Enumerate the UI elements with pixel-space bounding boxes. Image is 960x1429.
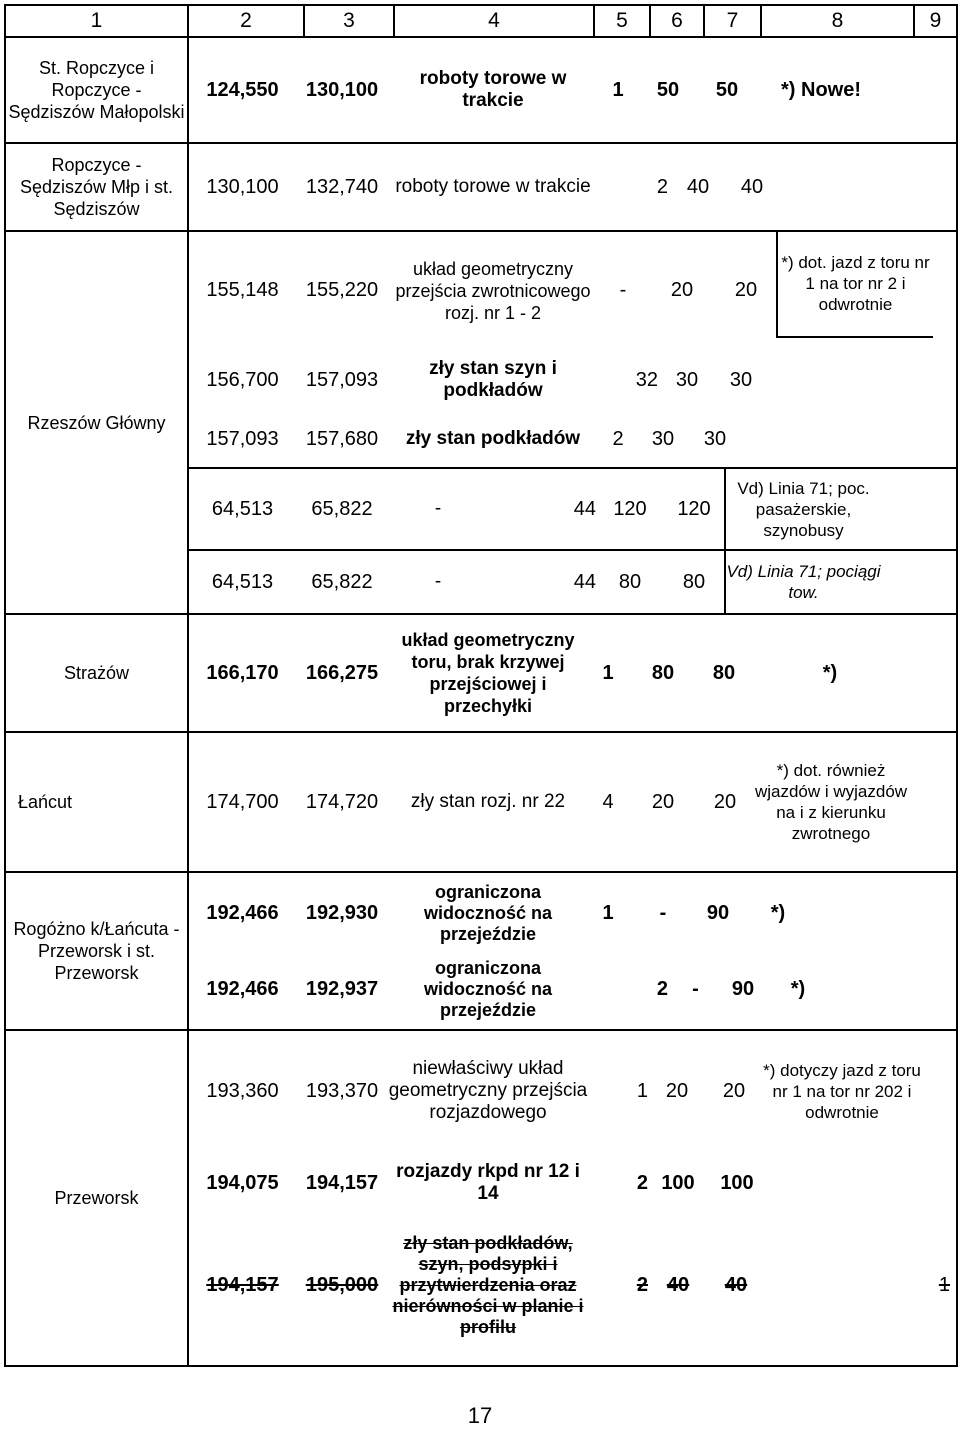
speed-1: 120 (613, 497, 647, 520)
track: 2 (612, 427, 624, 450)
header-cell: 3 (304, 5, 394, 37)
reason: - (434, 571, 442, 592)
reason: zły stan szyn i podkładów (429, 358, 557, 401)
speed-1: 40 (686, 175, 710, 198)
header-cell: 8 (761, 5, 914, 37)
place-cell: Strażów (5, 614, 188, 732)
table-row (5, 872, 957, 1030)
km-to: 192,937 (305, 977, 379, 1000)
km-from: 157,093 (206, 427, 279, 450)
reason: ograniczona widoczność na przejeździe (423, 957, 553, 1020)
km-from: 194,075 (206, 1171, 279, 1194)
place-cell: Przeworsk (5, 1030, 188, 1366)
reason: zły stan podkładów, szyn, podsypki i przytwierdzenia oraz nierówności w planie i profilu (392, 1232, 584, 1337)
reason: roboty torowe w trakcie (395, 176, 591, 197)
track: 2 (636, 1273, 648, 1296)
reason: - (434, 498, 442, 519)
speed-1: 80 (651, 661, 675, 684)
track: 1 (602, 901, 614, 924)
remarks: Vd) Linia 71; pociągi tow. (724, 551, 881, 613)
header-cell: 9 (914, 5, 957, 37)
header-cell: 2 (188, 5, 304, 37)
page-number: 17 (467, 1403, 493, 1428)
km-from: 64,513 (211, 497, 274, 520)
km-to: 192,930 (305, 901, 379, 924)
speed-2: 90 (706, 901, 730, 924)
col9-value: 1 (938, 1273, 950, 1296)
header-cell: 6 (650, 5, 704, 37)
speed-2: 90 (731, 977, 755, 1000)
speed-1: 80 (618, 570, 642, 593)
header-cell: 1 (5, 5, 188, 37)
speed-2: 40 (724, 1273, 748, 1296)
table-row (5, 614, 957, 732)
km-to: 194,157 (305, 1171, 379, 1194)
km-from: 124,550 (206, 78, 279, 101)
km-to: 130,100 (305, 78, 379, 101)
track: 2 (656, 977, 668, 1000)
table-row (5, 231, 957, 614)
track: 32 (635, 368, 658, 391)
track: 44 (573, 497, 596, 520)
remarks: Vd) Linia 71; poc. pasażerskie, szynobusy (724, 469, 881, 549)
restrictions-table (4, 4, 958, 1367)
speed-2: 80 (712, 661, 736, 684)
place-cell: Rzeszów Główny (5, 231, 188, 614)
track: 2 (636, 1171, 648, 1194)
track: 1 (636, 1079, 648, 1102)
remarks: *) Nowe! (781, 78, 861, 101)
header-cell: 4 (394, 5, 594, 37)
reason: roboty torowe w trakcie (419, 68, 567, 111)
speed-1: 50 (656, 78, 680, 101)
km-to: 155,220 (305, 279, 379, 301)
place-cell: Ropczyce - Sędziszów Młp i st. Sędziszów (5, 143, 188, 231)
km-from: 174,700 (206, 790, 279, 813)
place-cell: Rogóżno k/Łańcuta - Przeworsk i st. Przeworsk (5, 872, 188, 1030)
remarks: *) (822, 661, 838, 684)
reason: niewłaściwy układ geometryczny przejścia rozjazdowego (388, 1058, 588, 1123)
track: 1 (602, 661, 614, 684)
speed-1: 40 (666, 1273, 690, 1296)
speed-2: 120 (677, 497, 711, 520)
reason: układ geometryczny przejścia zwrotnicowego rozj. nr 1 - 2 (395, 258, 591, 323)
km-from: 166,170 (206, 661, 279, 684)
speed-1: - (692, 977, 699, 1000)
track: 4 (602, 790, 614, 813)
reason: zły stan podkładów (405, 428, 581, 449)
speed-2: 40 (740, 175, 764, 198)
table-row (5, 1030, 957, 1366)
km-to: 65,822 (311, 570, 373, 593)
speed-2: 20 (722, 1079, 746, 1102)
table-row (5, 732, 957, 872)
reason: zły stan rozj. nr 22 (410, 791, 566, 812)
reason: ograniczona widoczność na przejeździe (423, 881, 553, 944)
track: 44 (573, 570, 596, 593)
place-cell: St. Ropczyce i Ropczyce - Sędziszów Małopolski (5, 37, 188, 143)
place-cell: Łańcut (5, 732, 188, 872)
km-to: 157,093 (305, 368, 379, 391)
km-from: 130,100 (206, 175, 279, 198)
speed-2: 80 (682, 570, 706, 593)
km-to: 157,680 (305, 427, 379, 450)
speed-1: 20 (670, 279, 694, 301)
km-from: 156,700 (206, 368, 279, 391)
remarks: *) dot. również wjazdów i wyjazdów na i z kierunku zwrotnego (754, 761, 908, 843)
speed-2: 30 (703, 427, 727, 450)
table-row (5, 37, 957, 143)
track: 1 (612, 78, 624, 101)
km-to: 174,720 (305, 790, 379, 813)
header-cell: 7 (704, 5, 761, 37)
remarks: *) (790, 977, 806, 1000)
speed-1: 100 (661, 1171, 695, 1194)
km-from: 155,148 (206, 279, 279, 301)
speed-2: 20 (713, 790, 737, 813)
km-from: 192,466 (206, 977, 279, 1000)
km-from: 64,513 (211, 570, 274, 593)
track: - (619, 279, 627, 301)
km-to: 65,822 (311, 497, 373, 520)
speed-2: 50 (715, 78, 739, 101)
header-row (5, 5, 957, 37)
km-to: 195,000 (305, 1273, 379, 1296)
speed-1: - (659, 901, 667, 924)
reason: rozjazdy rkpd nr 12 i 14 (396, 1161, 580, 1204)
km-to: 166,275 (305, 661, 379, 684)
km-to: 193,370 (305, 1079, 379, 1102)
speed-1: 30 (675, 368, 699, 391)
track: 2 (656, 175, 668, 198)
header-cell: 5 (594, 5, 650, 37)
speed-1: 20 (665, 1079, 689, 1102)
remarks: *) (770, 901, 786, 924)
speed-1: 30 (651, 427, 675, 450)
speed-1: 20 (651, 790, 675, 813)
reason: układ geometryczny toru, brak krzywej przejściowej i przechyłki (401, 630, 575, 716)
km-to: 132,740 (305, 175, 379, 198)
speed-2: 30 (729, 368, 753, 391)
km-from: 192,466 (206, 901, 279, 924)
speed-2: 100 (720, 1171, 754, 1194)
remarks: *) dot. jazd z toru nr 1 na tor nr 2 i odwrotnie (776, 231, 933, 338)
km-from: 193,360 (206, 1079, 279, 1102)
speed-2: 20 (734, 279, 758, 301)
km-from: 194,157 (206, 1273, 279, 1296)
table-row (5, 143, 957, 231)
remarks: *) dotyczy jazd z toru nr 1 na tor nr 202 i odwrotnie (763, 1060, 921, 1122)
